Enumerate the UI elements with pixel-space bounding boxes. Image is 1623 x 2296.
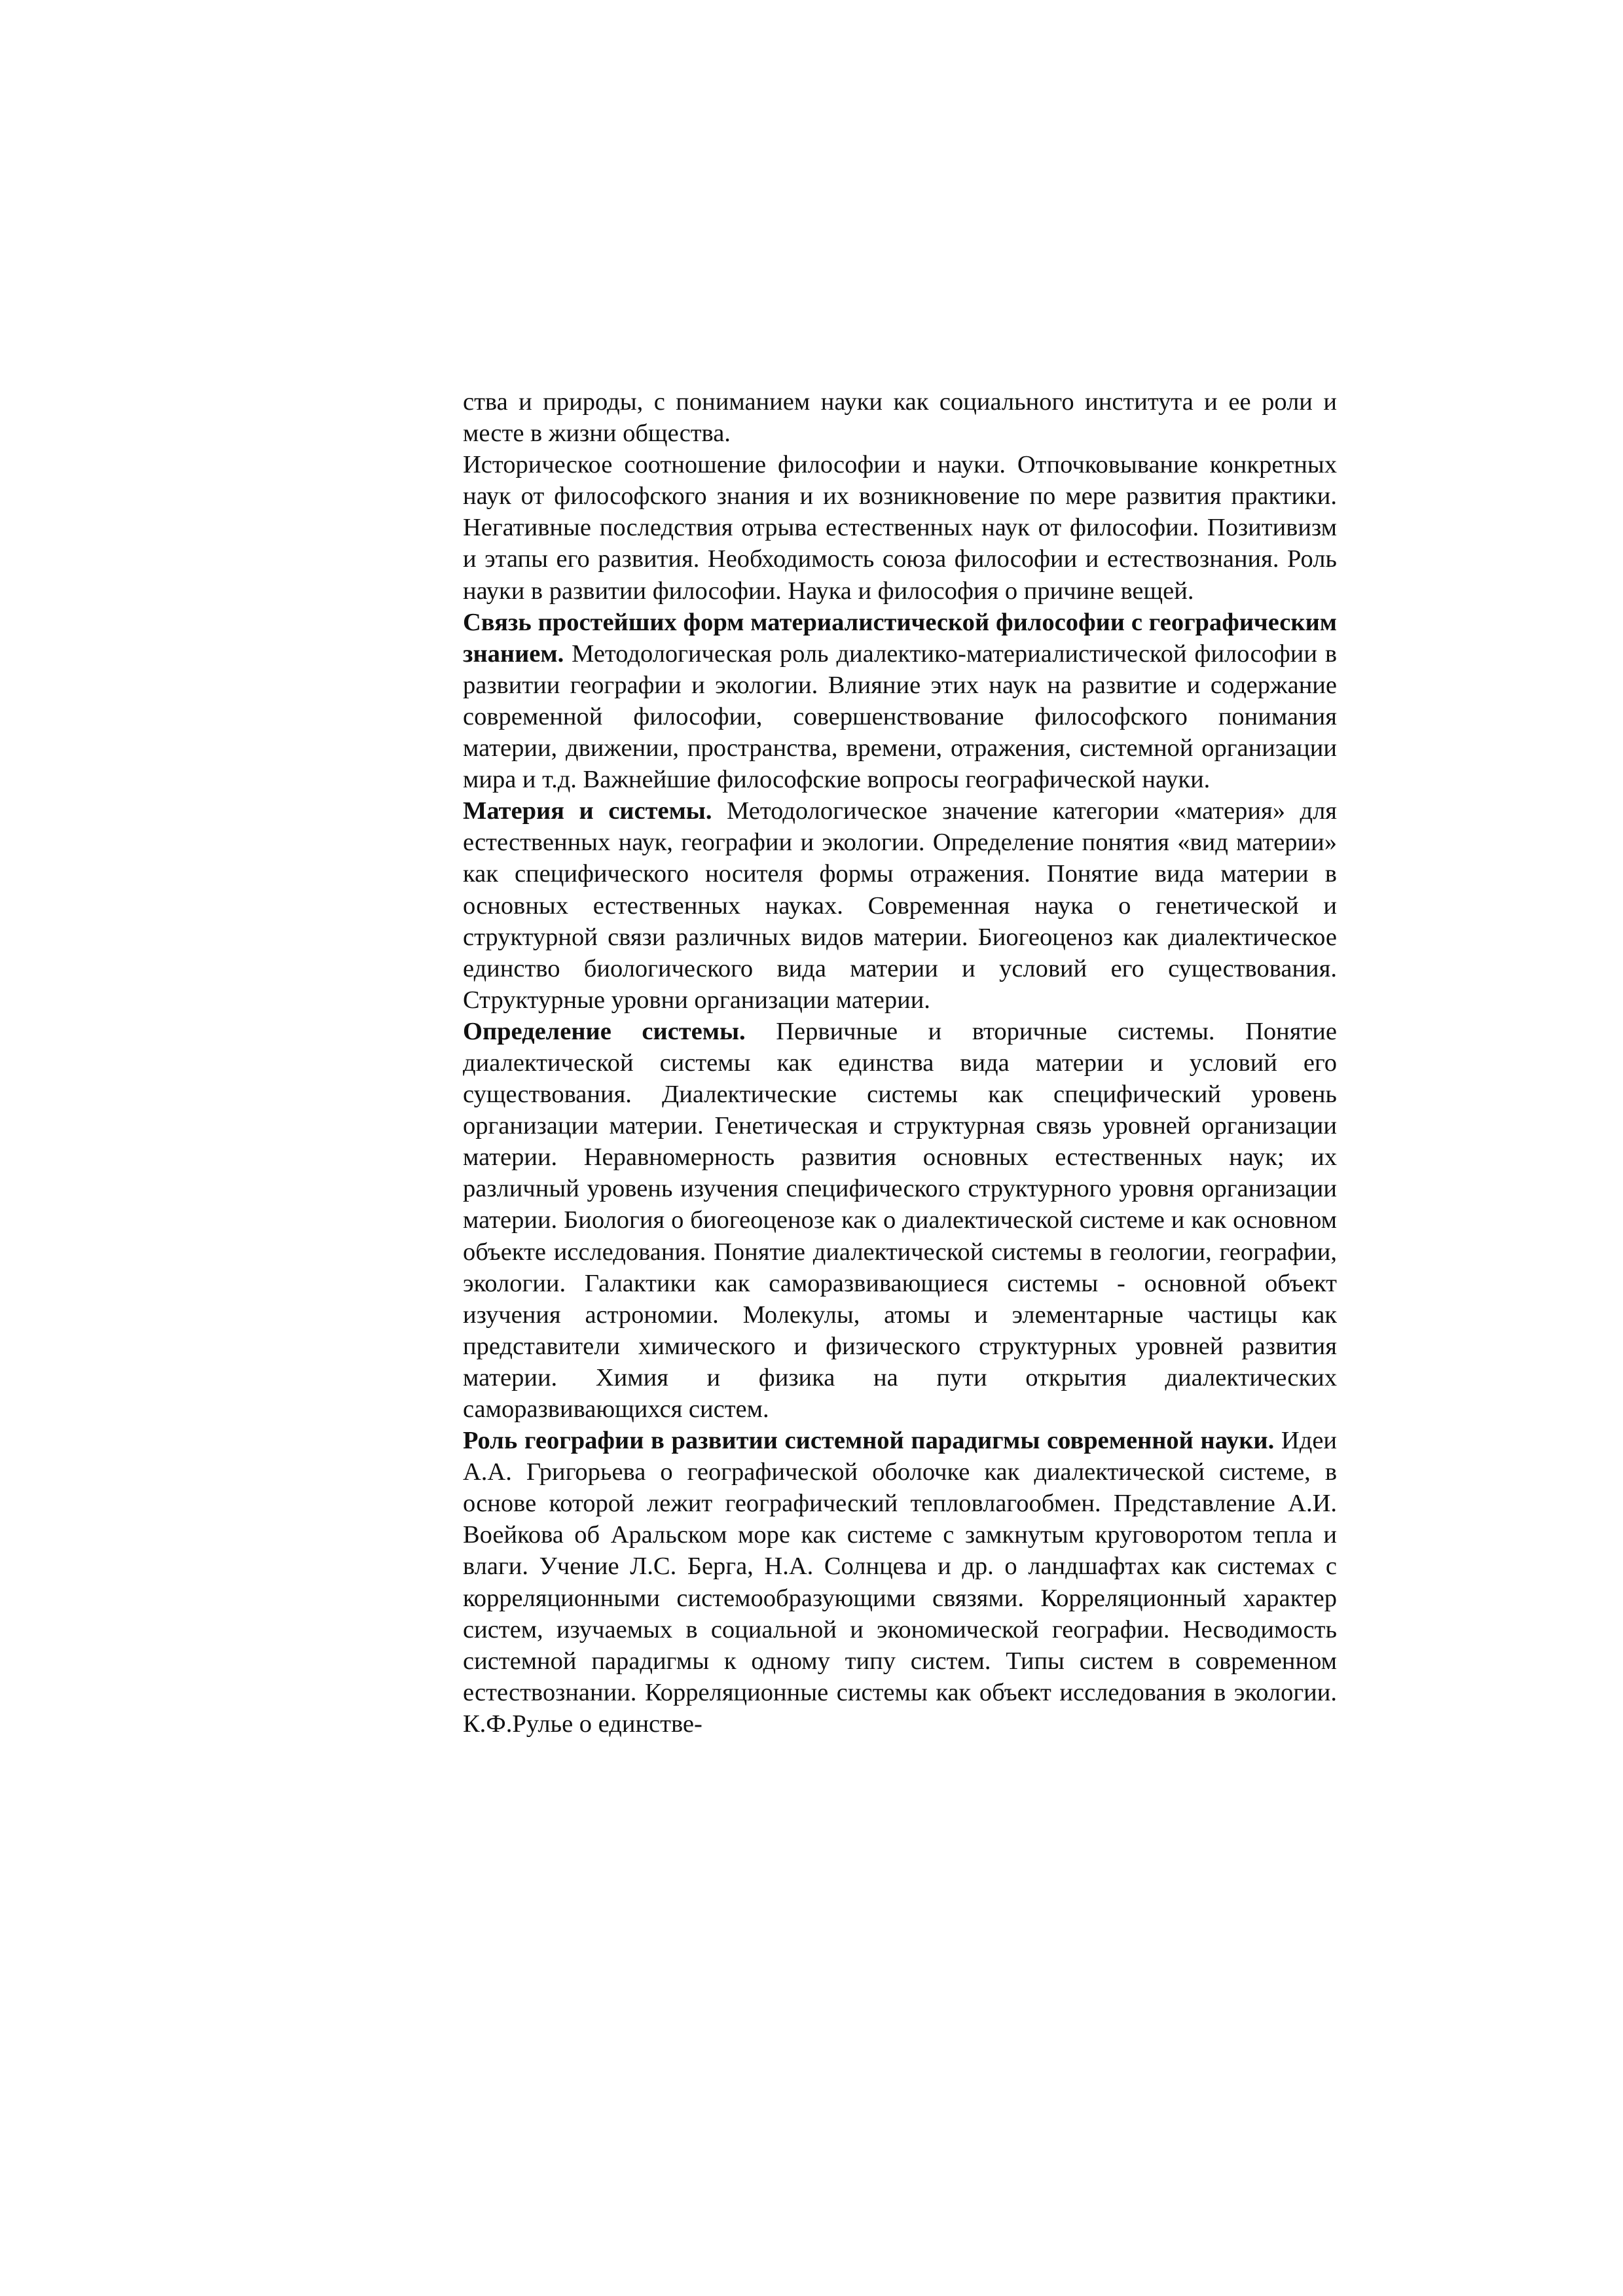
paragraph-intro [463, 386, 1337, 449]
paragraph-heading: Роль географии в развитии системной парадигмы современной науки. [463, 1427, 1275, 1455]
paragraph-body: Методологическое значение категории «материя» для естественных наук, географии и экологии. Определение понятия «вид материи» как специфического носителя формы отражения. Понятие вида материи в основных естественных науках. Современная наука о генетической и структурной связи различных видов материи. Биогеоценоз как диалектическое единство биологического вида материи и условий его существования. Структурные уровни организации материи. [463, 797, 1337, 1014]
paragraph-heading: Материя и системы. [463, 797, 712, 825]
paragraph-matter-systems [463, 795, 1337, 1016]
paragraph-body: Идеи А.А. Григорьева о географической оболочке как диалектической системе, в основе которой лежит географический тепловлагообмен. Представление А.И. Воейкова об Аральском море как системе с замкнутым круговоротом тепла и влаги. Учение Л.С. Берга, Н.А. Солнцева и др. о ландшафтах как системах с корреляционными системообразующими связями. Корреляционный характер систем, изучаемых в социальной и экономической географии. Несводимость системной парадигмы к одному типу систем. Типы систем в современном естествознании. Корреляционные системы как объект исследования в экологии. К.Ф.Рулье о единстве- [463, 1427, 1338, 1738]
document-text [463, 386, 1337, 1740]
paragraph-history [463, 449, 1337, 606]
paragraph-body: ства и природы, с пониманием науки как социального института и ее роли и месте в жизни общества. [463, 388, 1337, 448]
paragraph-body: Первичные и вторичные системы. Понятие диалектической системы как единства вида материи и условий его существования. Диалектические системы как специфический уровень организации материи. Генетическая и структурная связь уровней организации материи. Неравномерность развития основных естественных наук; их различный уровень изучения специфического структурного уровня организации материи. Биология о биогеоценозе как о диалектической системе и как основном объекте исследования. Понятие диалектической системы в геологии, географии, экологии. Галактики как саморазвивающиеся системы - основной объект изучения астрономии. Молекулы, атомы и элементарные частицы как представители химического и физического структурных уровней развития материи. Химия и физика на пути открытия диалектических саморазвивающихся систем. [463, 1017, 1337, 1423]
paragraph-geography-role [463, 1425, 1337, 1740]
paragraph-body: Методологическая роль диалектико-материалистической философии в развитии географии и экологии. Влияние этих наук на развитие и содержание современной философии, совершенствование философского понимания материи, движении, пространства, времени, отражения, системной организации мира и т.д. Важнейшие философские вопросы географической науки. [463, 639, 1338, 794]
paragraph-body: Историческое соотношение философии и науки. Отпочковывание конкретных наук от философского знания и их возникновение по мере развития практики. Негативные последствия отрыва естественных наук от философии. Позитивизм и этапы его развития. Необходимость союза философии и естествознания. Роль науки в развитии философии. Наука и философия о причине вещей. [463, 451, 1337, 605]
paragraph-materialism [463, 607, 1337, 796]
paragraph-system-definition [463, 1016, 1337, 1425]
paragraph-heading: Определение системы. [463, 1017, 746, 1045]
paragraph-heading: Связь простейших форм материалистической философии с географическим знанием. [463, 608, 1337, 668]
